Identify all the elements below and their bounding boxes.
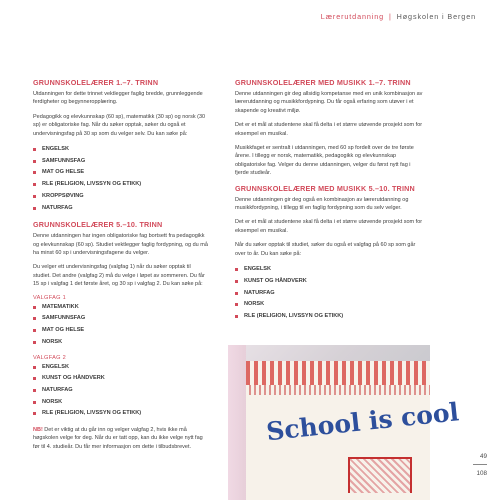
paragraph: Det er et mål at studentene skal få delta i et større utøvende prosjekt som for eksempel en musikal. <box>235 122 423 137</box>
list-item: MAT OG HELSE <box>33 325 208 337</box>
list-item: SAMFUNNSFAG <box>33 156 208 168</box>
header-institution: Høgskolen i Bergen <box>396 12 476 21</box>
list-item: NORSK <box>33 397 208 409</box>
cross-stitch-border <box>246 361 430 385</box>
list-item: NORSK <box>235 299 425 311</box>
list-item: RLE (RELIGION, LIVSSYN OG ETIKK) <box>235 311 425 323</box>
section-title-5-10: GRUNNSKOLELÆRER 5.–10. TRINN <box>33 220 163 230</box>
subject-list <box>33 144 208 214</box>
list-item: ENGELSK <box>33 144 208 156</box>
paragraph: Denne utdanningen har ingen obligatoriske fag bortsett fra pedagogikk og elevkunnskap (60 sp). Studiet vektlegger faglig fordypning, og du må ha minst 60 sp i undervisningsfagene du velger. <box>33 233 208 257</box>
list-item: ENGELSK <box>33 362 208 374</box>
section-title-1-7: GRUNNSKOLELÆRER 1.–7. TRINN <box>33 78 159 87</box>
paragraph: Denne utdanningen gir deg allsidig kompetanse med en unik kombinasjon av lærerutdanning og musikkfordypning. Du får også erfaring som utøver i et skapende og kreativt miljø. <box>235 91 423 114</box>
list-item: KUNST OG HÅNDVERK <box>235 276 425 288</box>
list-item: RLE (RELIGION, LIVSSYN OG ETIKK) <box>33 179 208 191</box>
section-title-musikk-5-10: GRUNNSKOLELÆRER MED MUSIKK 5.–10. TRINN <box>235 183 415 193</box>
paragraph: Utdanningen for dette trinnet vektlegger faglig bredde, grunnleggende ferdigheter og begynneropplæring. <box>33 91 203 106</box>
school-is-cool-photo <box>228 345 461 500</box>
paragraph: Det er et mål at studentene skal få delta i et større utøvende prosjekt som for eksempel en musikal. <box>235 219 423 234</box>
list-item: KROPPSØVING <box>33 191 208 203</box>
sign-text: School is cool <box>264 397 461 447</box>
list-item: ENGELSK <box>235 264 425 276</box>
paragraph: Når du søker opptak til studiet, søker du også et valgfag på 60 sp som går over to år. Du kan søke på: <box>235 242 416 257</box>
list-item: NATURFAG <box>33 203 208 215</box>
subject-list <box>235 264 425 323</box>
list-item: KUNST OG HÅNDVERK <box>33 373 208 385</box>
list-item: MAT OG HELSE <box>33 167 208 179</box>
page-numbers <box>473 453 487 477</box>
running-header <box>321 12 476 21</box>
nb-text: Det er viktig at du går inn og velger valgfag 2, hvis ikke må høgskolen velge for deg. Når du er tatt opp, kan du ikke velge nytt fag før til 4. studieår. Du får mer informasjon om dette i tilbudsbrevet. <box>33 427 203 450</box>
list-item: MATEMATIKK <box>33 302 208 314</box>
list-item: NATURFAG <box>33 385 208 397</box>
left-column <box>33 78 208 457</box>
paragraph: Musikkfaget er sentralt i utdanningen, med 60 sp fordelt over de tre første årene. I tillegg er norsk, matematikk, pedagogikk og elevkunnskap obligatoriske fag. Velger du denne utdanningen, velger du først nytt fag i fjerde studieår. <box>235 145 414 177</box>
header-section: Lærerutdanning <box>320 12 385 21</box>
note-paragraph <box>33 426 208 451</box>
header-separator: | <box>388 12 392 21</box>
list-item: SAMFUNNSFAG <box>33 313 208 325</box>
list-item: NORSK <box>33 337 208 349</box>
page-number-total: 108 <box>476 470 487 477</box>
section-title-musikk-1-7: GRUNNSKOLELÆRER MED MUSIKK 1.–7. TRINN <box>235 78 411 87</box>
nb-label: NB! <box>33 427 43 434</box>
valgfag-1-label: VALGFAG 1 <box>33 294 67 301</box>
cross-stitch-border-lower <box>246 385 430 395</box>
valgfag-1-list <box>33 302 208 349</box>
paragraph: Pedagogikk og elevkunnskap (60 sp), matematikk (30 sp) og norsk (30 sp) er obligatoriske fag. Når du søker opptak, søker du også et undervisningsfag på 30 sp som du velger selv. Du kan søke på: <box>33 113 206 137</box>
list-item: NATURFAG <box>235 288 425 300</box>
page-number: 49 <box>479 453 487 460</box>
cross-stitch-house <box>348 457 412 493</box>
photo-background-edge <box>228 345 246 500</box>
valgfag-2-list <box>33 362 208 421</box>
page-number-divider <box>473 464 487 465</box>
paragraph: Denne utdanningen gir deg også en kombinasjon av lærerutdanning og musikkfordypning, i tillegg til en faglig fordypning som du selv velger. <box>235 196 409 212</box>
list-item: RLE (RELIGION, LIVSSYN OG ETIKK) <box>33 408 208 420</box>
valgfag-2-label: VALGFAG 2 <box>33 354 67 361</box>
right-column <box>235 78 425 329</box>
paragraph: Du velger ett undervisningsfag (valgfag 1) når du søker opptak til studiet. Det andre (valgfag 2) må du velge i løpet av sommeren. Du får 15 sp i valgfag 1 det første året, og 30 sp i valgfag 2. Du kan søke på: <box>33 264 205 288</box>
